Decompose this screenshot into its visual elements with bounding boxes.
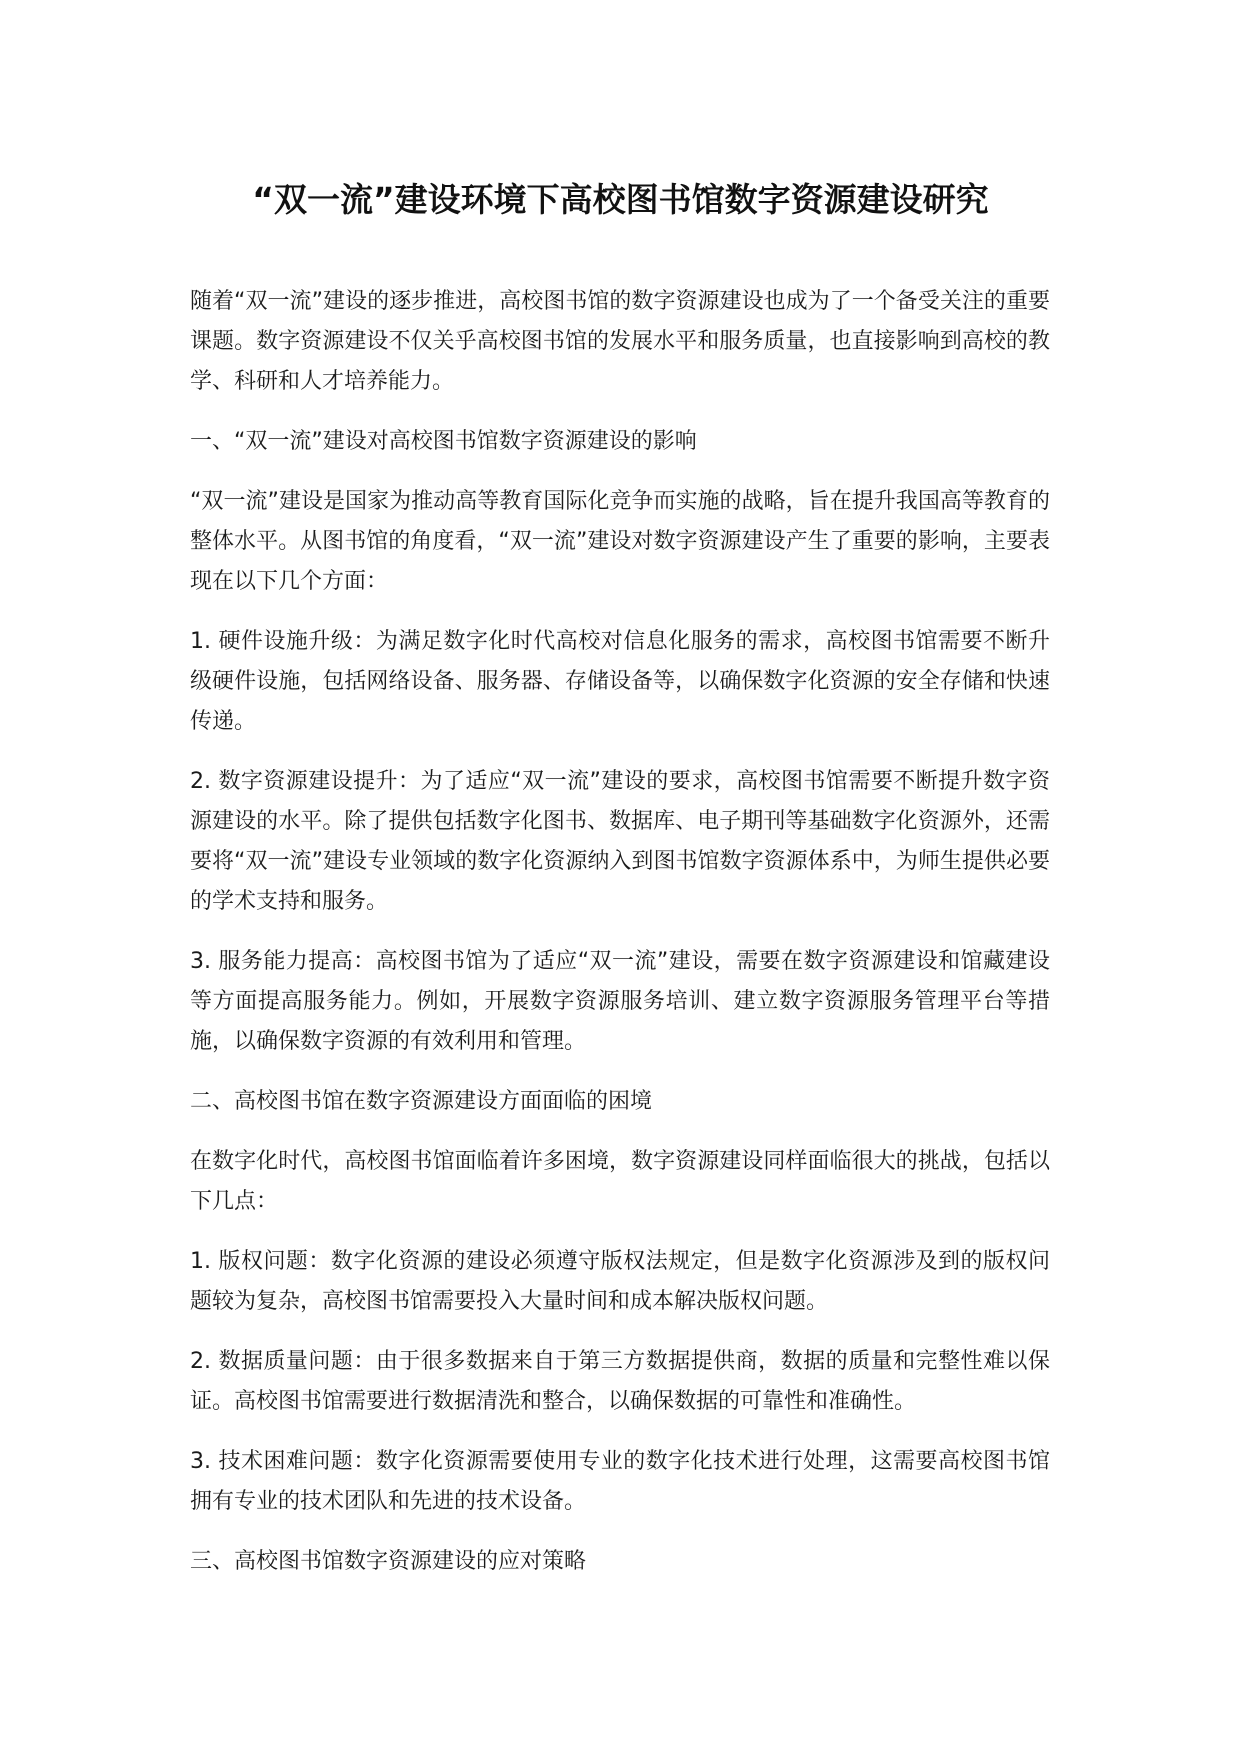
document-title: “双一流”建设环境下高校图书馆数字资源建设研究 [252,180,989,219]
section-2-item-3: 3. 技术困难问题：数字化资源需要使用专业的数字化技术进行处理，这需要高校图书馆拥有专业的技术团队和先进的技术设备。 [190,1449,1050,1514]
section-2-intro-paragraph: 在数字化时代，高校图书馆面临着许多困境，数字资源建设同样面临很大的挑战，包括以下几点： [190,1149,1050,1214]
section-heading-1: 一、“双一流”建设对高校图书馆数字资源建设的影响 [190,429,697,454]
section-heading-2: 二、高校图书馆在数字资源建设方面面临的困境 [190,1089,653,1114]
section-1-item-2: 2. 数字资源建设提升：为了适应“双一流”建设的要求，高校图书馆需要不断提升数字资源建设的水平。除了提供包括数字化图书、数据库、电子期刊等基础数字化资源外，还需要将“双一流”建设专业领域的数字化资源纳入到图书馆数字资源体系中，为师生提供必要的学术支持和服务。 [190,769,1050,914]
section-heading-3: 三、高校图书馆数字资源建设的应对策略 [190,1549,587,1574]
section-1-item-1: 1. 硬件设施升级：为满足数字化时代高校对信息化服务的需求，高校图书馆需要不断升级硬件设施，包括网络设备、服务器、存储设备等，以确保数字化资源的安全存储和快速传递。 [190,629,1050,734]
section-2-item-1: 1. 版权问题：数字化资源的建设必须遵守版权法规定，但是数字化资源涉及到的版权问题较为复杂，高校图书馆需要投入大量时间和成本解决版权问题。 [190,1249,1050,1314]
intro-paragraph: 随着“双一流”建设的逐步推进，高校图书馆的数字资源建设也成为了一个备受关注的重要课题。数字资源建设不仅关乎高校图书馆的发展水平和服务质量，也直接影响到高校的教学、科研和人才培养能力。 [190,289,1050,394]
section-2-item-2: 2. 数据质量问题：由于很多数据来自于第三方数据提供商，数据的质量和完整性难以保证。高校图书馆需要进行数据清洗和整合，以确保数据的可靠性和准确性。 [190,1349,1050,1414]
document-body [190,282,1050,1602]
section-1-intro-paragraph: “双一流”建设是国家为推动高等教育国际化竞争而实施的战略，旨在提升我国高等教育的整体水平。从图书馆的角度看，“双一流”建设对数字资源建设产生了重要的影响，主要表现在以下几个方面： [190,489,1050,594]
section-1-item-3: 3. 服务能力提高：高校图书馆为了适应“双一流”建设，需要在数字资源建设和馆藏建设等方面提高服务能力。例如，开展数字资源服务培训、建立数字资源服务管理平台等措施，以确保数字资源的有效利用和管理。 [190,949,1050,1054]
